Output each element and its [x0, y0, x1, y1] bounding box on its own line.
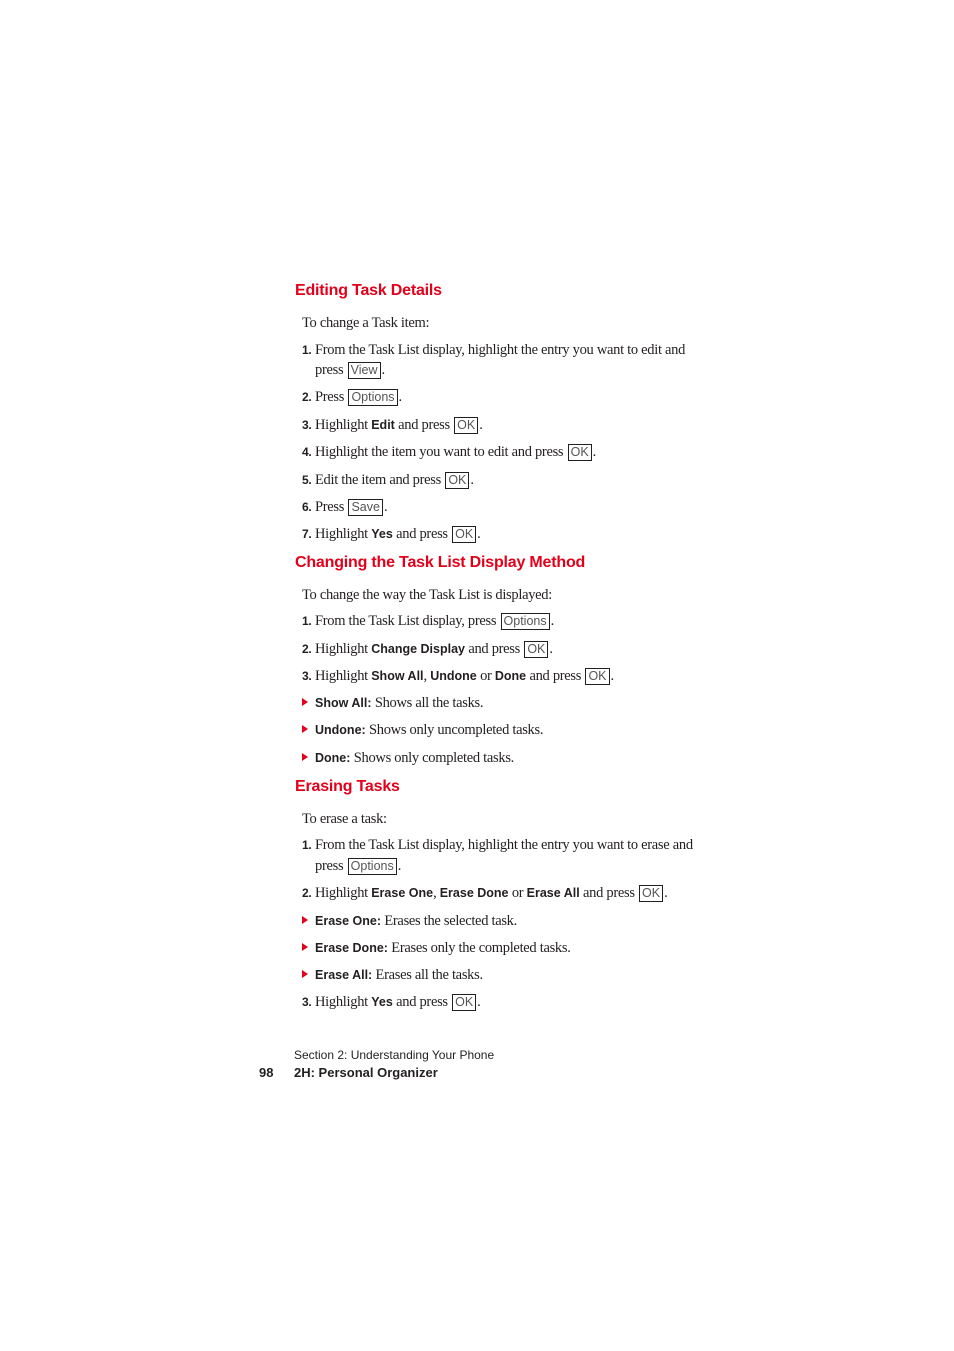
step-text: Press	[315, 389, 345, 405]
softkey-ok: OK	[585, 668, 609, 685]
step-number: 6.	[302, 500, 312, 514]
softkey-ok: OK	[452, 526, 476, 543]
option-term: Erase One:	[315, 914, 382, 928]
softkey-ok: OK	[445, 472, 469, 489]
softkey-ok: OK	[568, 444, 592, 461]
step-2: 2. Highlight Erase One, Erase Done or Erase All and press OK .	[302, 885, 668, 901]
step-text: and press	[396, 994, 448, 1010]
step-5: 5. Edit the item and press OK .	[302, 472, 474, 488]
option-desc: Shows only uncompleted tasks.	[369, 722, 544, 738]
step-text: or	[511, 885, 524, 901]
option-term: Erase All:	[315, 968, 373, 982]
step-text: and press	[583, 885, 635, 901]
step-text: and press	[468, 641, 520, 657]
softkey-options: Options	[348, 858, 397, 875]
menu-term: Yes	[371, 995, 393, 1009]
menu-term: Show All	[371, 669, 424, 683]
bullet-erase-one	[302, 911, 517, 931]
menu-term: Undone	[430, 669, 477, 683]
step-6: 6. Press Save .	[302, 499, 388, 515]
softkey-options: Options	[348, 389, 397, 406]
step-text: Highlight the item you want to edit and press	[315, 444, 564, 460]
step-text: and press	[396, 526, 448, 542]
bullet-arrow-icon	[302, 725, 308, 733]
step-number: 1.	[302, 838, 312, 852]
intro-text: To erase a task:	[302, 811, 387, 827]
step-3: 3. Highlight Show All, Undone or Done and press OK .	[302, 668, 614, 684]
footer-chapter: 2H: Personal Organizer	[294, 1065, 438, 1080]
menu-term: Change Display	[371, 642, 465, 656]
bullet-erase-all	[302, 965, 483, 985]
bullet-erase-done	[302, 938, 571, 958]
step-text: Highlight	[315, 641, 368, 657]
bullet-done	[302, 748, 514, 768]
heading-erasing-tasks: Erasing Tasks	[295, 778, 400, 795]
heading-changing-display-method: Changing the Task List Display Method	[295, 554, 586, 571]
intro-text: To change the way the Task List is displayed:	[302, 587, 552, 603]
option-desc: Shows all the tasks.	[374, 695, 484, 711]
step-text: Highlight	[315, 668, 368, 684]
step-text: ,	[423, 668, 427, 684]
softkey-save: Save	[348, 499, 383, 516]
step-2: 2. Highlight Change Display and press OK .	[302, 641, 553, 657]
footer-section: Section 2: Understanding Your Phone	[294, 1048, 495, 1062]
step-1: 1. From the Task List display, press Options .	[302, 613, 554, 629]
step-1-cont: press Options .	[315, 858, 402, 874]
step-text: and press	[398, 417, 450, 433]
step-text: Edit the item and press	[315, 472, 441, 488]
page-number: 98	[259, 1065, 274, 1080]
option-desc: Erases only the completed tasks.	[391, 940, 571, 956]
bullet-arrow-icon	[302, 698, 308, 706]
step-number: 2.	[302, 390, 312, 404]
step-text: ,	[433, 885, 437, 901]
option-term: Done:	[315, 751, 351, 765]
intro-text: To change a Task item:	[302, 315, 430, 331]
step-number: 1.	[302, 614, 312, 628]
step-number: 2.	[302, 642, 312, 656]
step-1-cont: press View .	[315, 362, 385, 378]
softkey-ok: OK	[524, 641, 548, 658]
step-text: From the Task List display, highlight the entry you want to edit and	[315, 342, 686, 358]
menu-term: Erase One	[371, 886, 434, 900]
step-text: press	[315, 362, 344, 378]
menu-term: Done	[494, 669, 527, 683]
softkey-ok: OK	[452, 994, 476, 1011]
bullet-arrow-icon	[302, 943, 308, 951]
bullet-arrow-icon	[302, 970, 308, 978]
step-3: 3. Highlight Yes and press OK .	[302, 994, 481, 1010]
softkey-view: View	[348, 362, 381, 379]
step-3: 3. Highlight Edit and press OK .	[302, 417, 483, 433]
option-term: Undone:	[315, 723, 366, 737]
step-text: Highlight	[315, 885, 368, 901]
bullet-undone	[302, 720, 543, 740]
menu-term: Yes	[371, 527, 393, 541]
step-number: 2.	[302, 886, 312, 900]
step-1	[302, 340, 685, 360]
menu-term: Edit	[371, 418, 395, 432]
heading-editing-task-details: Editing Task Details	[295, 282, 442, 299]
step-text: press	[315, 858, 344, 874]
step-number: 4.	[302, 445, 312, 459]
step-text: and press	[529, 668, 582, 684]
option-desc: Erases the selected task.	[384, 913, 517, 929]
step-text: Highlight	[315, 417, 368, 433]
step-text: From the Task List display, press	[315, 613, 497, 629]
step-7: 7. Highlight Yes and press OK .	[302, 526, 481, 542]
option-term: Erase Done:	[315, 941, 388, 955]
step-text: From the Task List display, highlight the entry you want to erase and	[315, 837, 693, 853]
step-text: or	[480, 668, 492, 684]
step-2: 2. Press Options .	[302, 389, 402, 405]
step-number: 3.	[302, 669, 312, 683]
step-text: Highlight	[315, 994, 368, 1010]
menu-term: Erase Done	[439, 886, 509, 900]
step-number: 5.	[302, 473, 312, 487]
step-number: 1.	[302, 343, 312, 357]
step-1	[302, 835, 693, 855]
softkey-options: Options	[501, 613, 550, 630]
bullet-arrow-icon	[302, 916, 308, 924]
step-number: 3.	[302, 995, 312, 1009]
bullet-arrow-icon	[302, 753, 308, 761]
bullet-show-all	[302, 693, 483, 713]
softkey-ok: OK	[639, 885, 663, 902]
step-text: Highlight	[315, 526, 368, 542]
step-number: 3.	[302, 418, 312, 432]
menu-term: Erase All	[526, 886, 580, 900]
step-text: Press	[315, 499, 345, 515]
step-4: 4. Highlight the item you want to edit and press OK .	[302, 444, 596, 460]
option-desc: Erases all the tasks.	[375, 967, 483, 983]
option-desc: Shows only completed tasks.	[353, 750, 515, 766]
option-term: Show All:	[315, 696, 372, 710]
softkey-ok: OK	[454, 417, 478, 434]
step-number: 7.	[302, 527, 312, 541]
